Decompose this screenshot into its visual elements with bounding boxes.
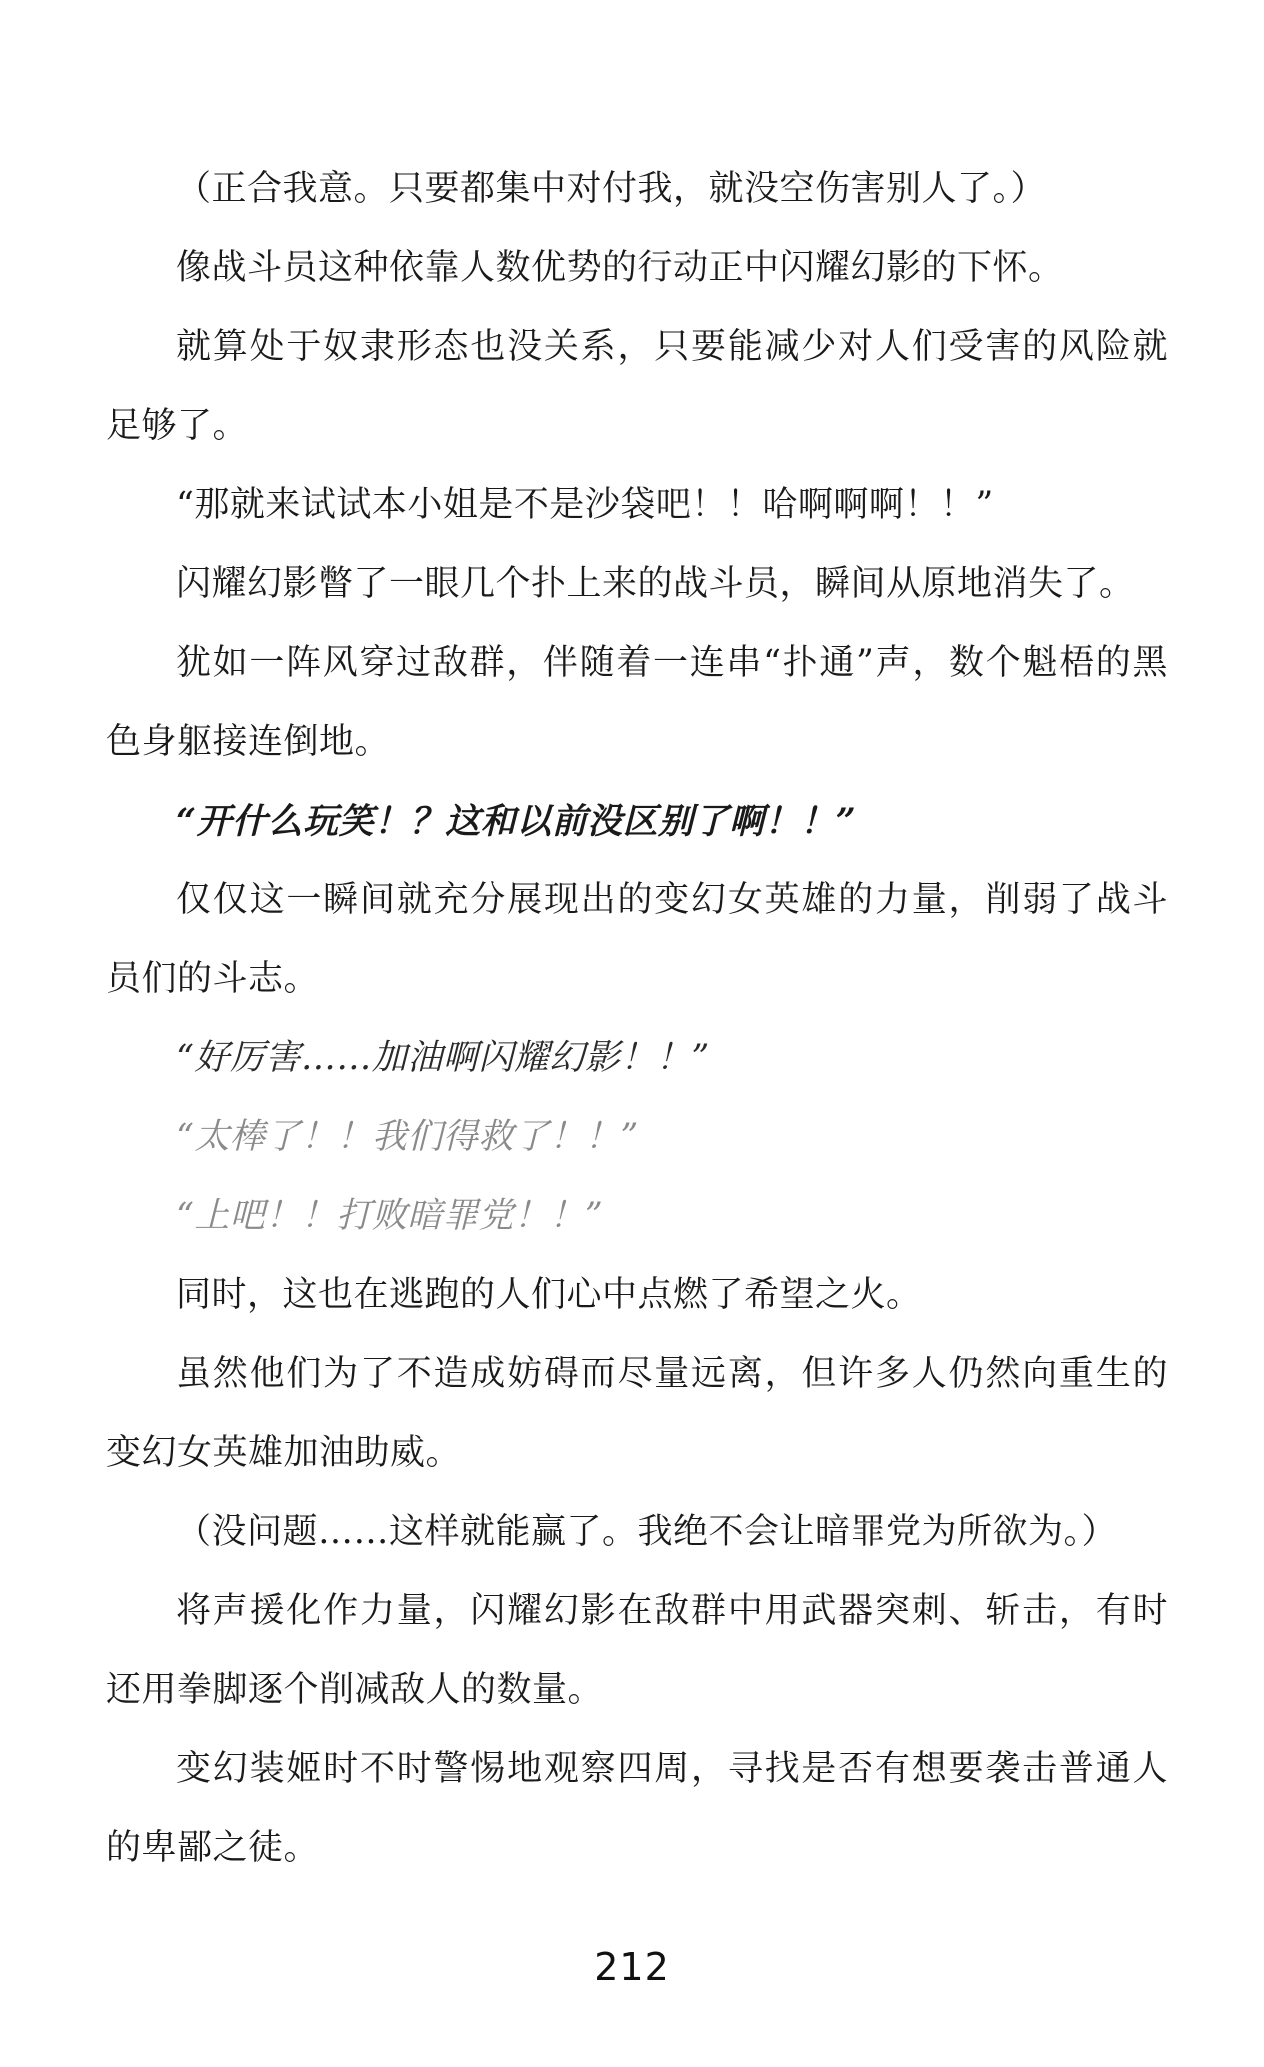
- paragraph: 犹如一阵风穿过敌群，伴随着一连串“扑通”声，数个魁梧的黑色身躯接连倒地。: [106, 643, 1168, 762]
- paragraph: （没问题……这样就能赢了。我绝不会让暗罪党为所欲为。）: [176, 1512, 1118, 1552]
- dialogue-paragraph: “那就来试试本小姐是不是沙袋吧！！哈啊啊啊！！”: [176, 485, 994, 525]
- enemy-shout-paragraph: “开什么玩笑！？这和以前没区别了啊！！”: [176, 801, 857, 842]
- paragraph: 就算处于奴隶形态也没关系，只要能减少对人们受害的风险就足够了。: [106, 327, 1168, 446]
- page-number: 212: [594, 1945, 670, 1989]
- body-text: [106, 150, 1168, 1888]
- paragraph: 将声援化作力量，闪耀幻影在敌群中用武器突刺、斩击，有时还用拳脚逐个削减敌人的数量。: [106, 1591, 1168, 1710]
- paragraph: 像战斗员这种依靠人数优势的行动正中闪耀幻影的下怀。: [176, 248, 1064, 288]
- paragraph: （正合我意。只要都集中对付我，就没空伤害别人了。）: [176, 169, 1047, 209]
- paragraph: 虽然他们为了不造成妨碍而尽量远离，但许多人仍然向重生的变幻女英雄加油助威。: [106, 1354, 1168, 1473]
- crowd-cheer-paragraph: “太棒了！！我们得救了！！”: [176, 1117, 639, 1157]
- paragraph: 仅仅这一瞬间就充分展现出的变幻女英雄的力量，削弱了战斗员们的斗志。: [106, 880, 1168, 999]
- paragraph: 闪耀幻影瞥了一眼几个扑上来的战斗员，瞬间从原地消失了。: [176, 564, 1135, 604]
- crowd-cheer-paragraph: “好厉害……加油啊闪耀幻影！！”: [176, 1038, 710, 1078]
- paragraph: 变幻装姬时不时警惕地观察四周，寻找是否有想要袭击普通人的卑鄙之徒。: [106, 1749, 1168, 1868]
- crowd-cheer-paragraph: “上吧！！打败暗罪党！！”: [176, 1196, 604, 1236]
- paragraph: 同时，这也在逃跑的人们心中点燃了希望之火。: [176, 1275, 922, 1315]
